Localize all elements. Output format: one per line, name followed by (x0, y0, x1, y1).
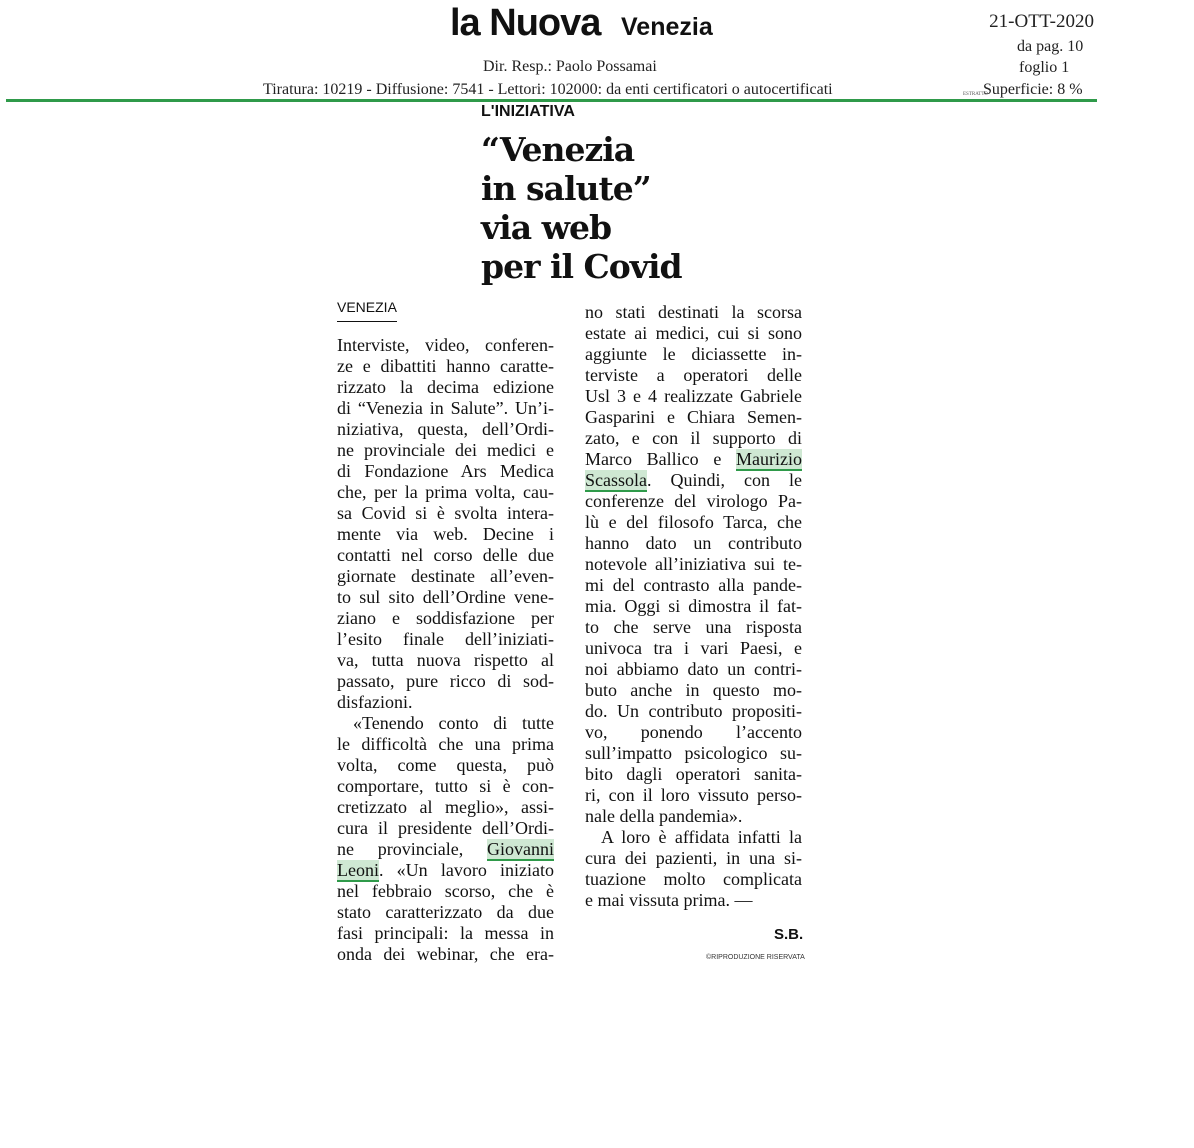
text-line: va, tutta nuova rispetto al (337, 650, 554, 670)
highlighted-name: Giovanni (487, 839, 554, 859)
text-line (585, 449, 802, 470)
masthead-edition: Venezia (621, 13, 713, 41)
headline-line: “Venezia (481, 130, 635, 169)
text-line: stato caratterizzato da due (337, 902, 554, 922)
text-line: di Fondazione Ars Medica (337, 461, 554, 481)
article-headline (481, 130, 801, 286)
text-line: passato, pure ricco di sod- (337, 671, 554, 691)
text-line: aggiunte le diciassette in- (585, 344, 802, 364)
text-line: do. Un contributo propositi- (585, 701, 802, 721)
text-line: niziativa, questa, dell’Ordi- (337, 419, 554, 439)
text-line: mente via web. Decine i (337, 524, 554, 544)
headline-line: via web (481, 208, 612, 247)
text-line: cura il presidente dell’Ordi- (337, 818, 554, 838)
text-line: «Tenendo conto di tutte (353, 713, 554, 733)
text-line: mia. Oggi si dimostra il fat- (585, 596, 802, 616)
text-line: ri, con il loro vissuto perso- (585, 785, 802, 805)
text-line: rizzato la decima edizione (337, 377, 554, 397)
text-line: Usl 3 e 4 realizzate Gabriele (585, 386, 802, 406)
dateline-underline (337, 321, 397, 322)
text-line: comportare, tutto si è con- (337, 776, 554, 796)
editor-in-chief: Dir. Resp.: Paolo Possamai (483, 58, 657, 75)
circulation-info: Tiratura: 10219 - Diffusione: 7541 - Lettori: 102000: da enti certificatori o autocertificati (263, 81, 833, 98)
text-line: fasi principali: la messa in (337, 923, 554, 943)
text-line: no stati destinati la scorsa (585, 302, 802, 322)
text-line: ziano e soddisfazione per (337, 608, 554, 628)
headline-line: per il Covid (481, 247, 682, 286)
highlighted-name: Leoni (337, 860, 379, 880)
article-column-2 (585, 302, 802, 911)
text-line: giornate destinate all’even- (337, 566, 554, 586)
text-line: estate ai medici, cui si sono (585, 323, 802, 343)
sheet-number: foglio 1 (1019, 59, 1070, 76)
highlighted-name: Maurizio (736, 449, 802, 469)
text-line: nel febbraio scorso, che è (337, 881, 554, 901)
text-line: noi abbiamo dato un contri- (585, 659, 802, 679)
article-byline: S.B. (774, 926, 804, 943)
page-number: da pag. 10 (1017, 38, 1084, 55)
text-line: sull’impatto psicologico su- (585, 743, 802, 763)
text-line: di “Venezia in Salute”. Un’i- (337, 398, 554, 418)
article-dateline: VENEZIA (337, 299, 397, 315)
text-line: disfazioni. (337, 692, 413, 712)
text-fragment: ne provinciale, (337, 839, 464, 859)
text-line: mi del contrasto alla pande- (585, 575, 802, 595)
text-line: volta, come questa, può (337, 755, 554, 775)
text-line: A loro è affidata infatti la (601, 827, 802, 847)
text-line: univoca tra i vari Paesi, e (585, 638, 802, 658)
text-line: l’esito finale dell’iniziati- (337, 629, 554, 649)
text-line: lù e del filosofo Tarca, che (585, 512, 802, 532)
highlighted-name: Scassola (585, 470, 647, 490)
text-line: tuazione molto complicata (585, 869, 802, 889)
text-line: contatti nel corso delle due (337, 545, 554, 565)
masthead-logo: la Nuova (450, 2, 601, 44)
text-line: bito dagli operatori sanita- (585, 764, 802, 784)
text-line: notevole all’iniziativa sui te- (585, 554, 802, 574)
text-line (585, 470, 802, 491)
text-line: buto anche in questo mo- (585, 680, 802, 700)
copyright-notice: ©RIPRODUZIONE RISERVATA (706, 954, 805, 961)
text-fragment: . «Un lavoro iniziato (379, 860, 554, 880)
text-fragment: Marco Ballico e (585, 449, 722, 469)
headline-line: in salute” (481, 169, 651, 208)
text-line: conferenze del virologo Pa- (585, 491, 802, 511)
text-line: ne provinciale dei medici e (337, 440, 554, 460)
text-line: cura dei pazienti, in una si- (585, 848, 802, 868)
text-line: cretizzato al meglio», assi- (337, 797, 554, 817)
clipping-mark: ESTRATTO (963, 92, 988, 97)
text-line: vo, ponendo l’accento (585, 722, 802, 742)
text-line: e mai vissuta prima. — (585, 890, 753, 910)
text-line: che, per la prima volta, cau- (337, 482, 554, 502)
text-line: hanno dato un contributo (585, 533, 802, 553)
text-line: zato, e con il supporto di (585, 428, 802, 448)
article-column-1 (337, 335, 554, 965)
text-line (337, 860, 554, 881)
text-line: Interviste, video, conferen- (337, 335, 554, 355)
text-line: sa Covid si è svolta intera- (337, 503, 554, 523)
article-kicker: L'INIZIATIVA (481, 103, 575, 120)
text-line: ze e dibattiti hanno caratte- (337, 356, 554, 376)
text-fragment: . Quindi, con le (647, 470, 802, 490)
text-line: onda dei webinar, che era- (337, 944, 554, 964)
header-divider (6, 99, 1097, 102)
text-line (337, 839, 554, 860)
text-line: le difficoltà che una prima (337, 734, 554, 754)
text-line: nale della pandemia». (585, 806, 743, 826)
text-line: Gasparini e Chiara Semen- (585, 407, 802, 427)
text-line: to sul sito dell’Ordine vene- (337, 587, 554, 607)
text-line: to che serve una risposta (585, 617, 802, 637)
publication-date: 21-OTT-2020 (989, 11, 1094, 32)
surface-info: Superficie: 8 % (983, 81, 1083, 98)
text-line: terviste a operatori delle (585, 365, 802, 385)
